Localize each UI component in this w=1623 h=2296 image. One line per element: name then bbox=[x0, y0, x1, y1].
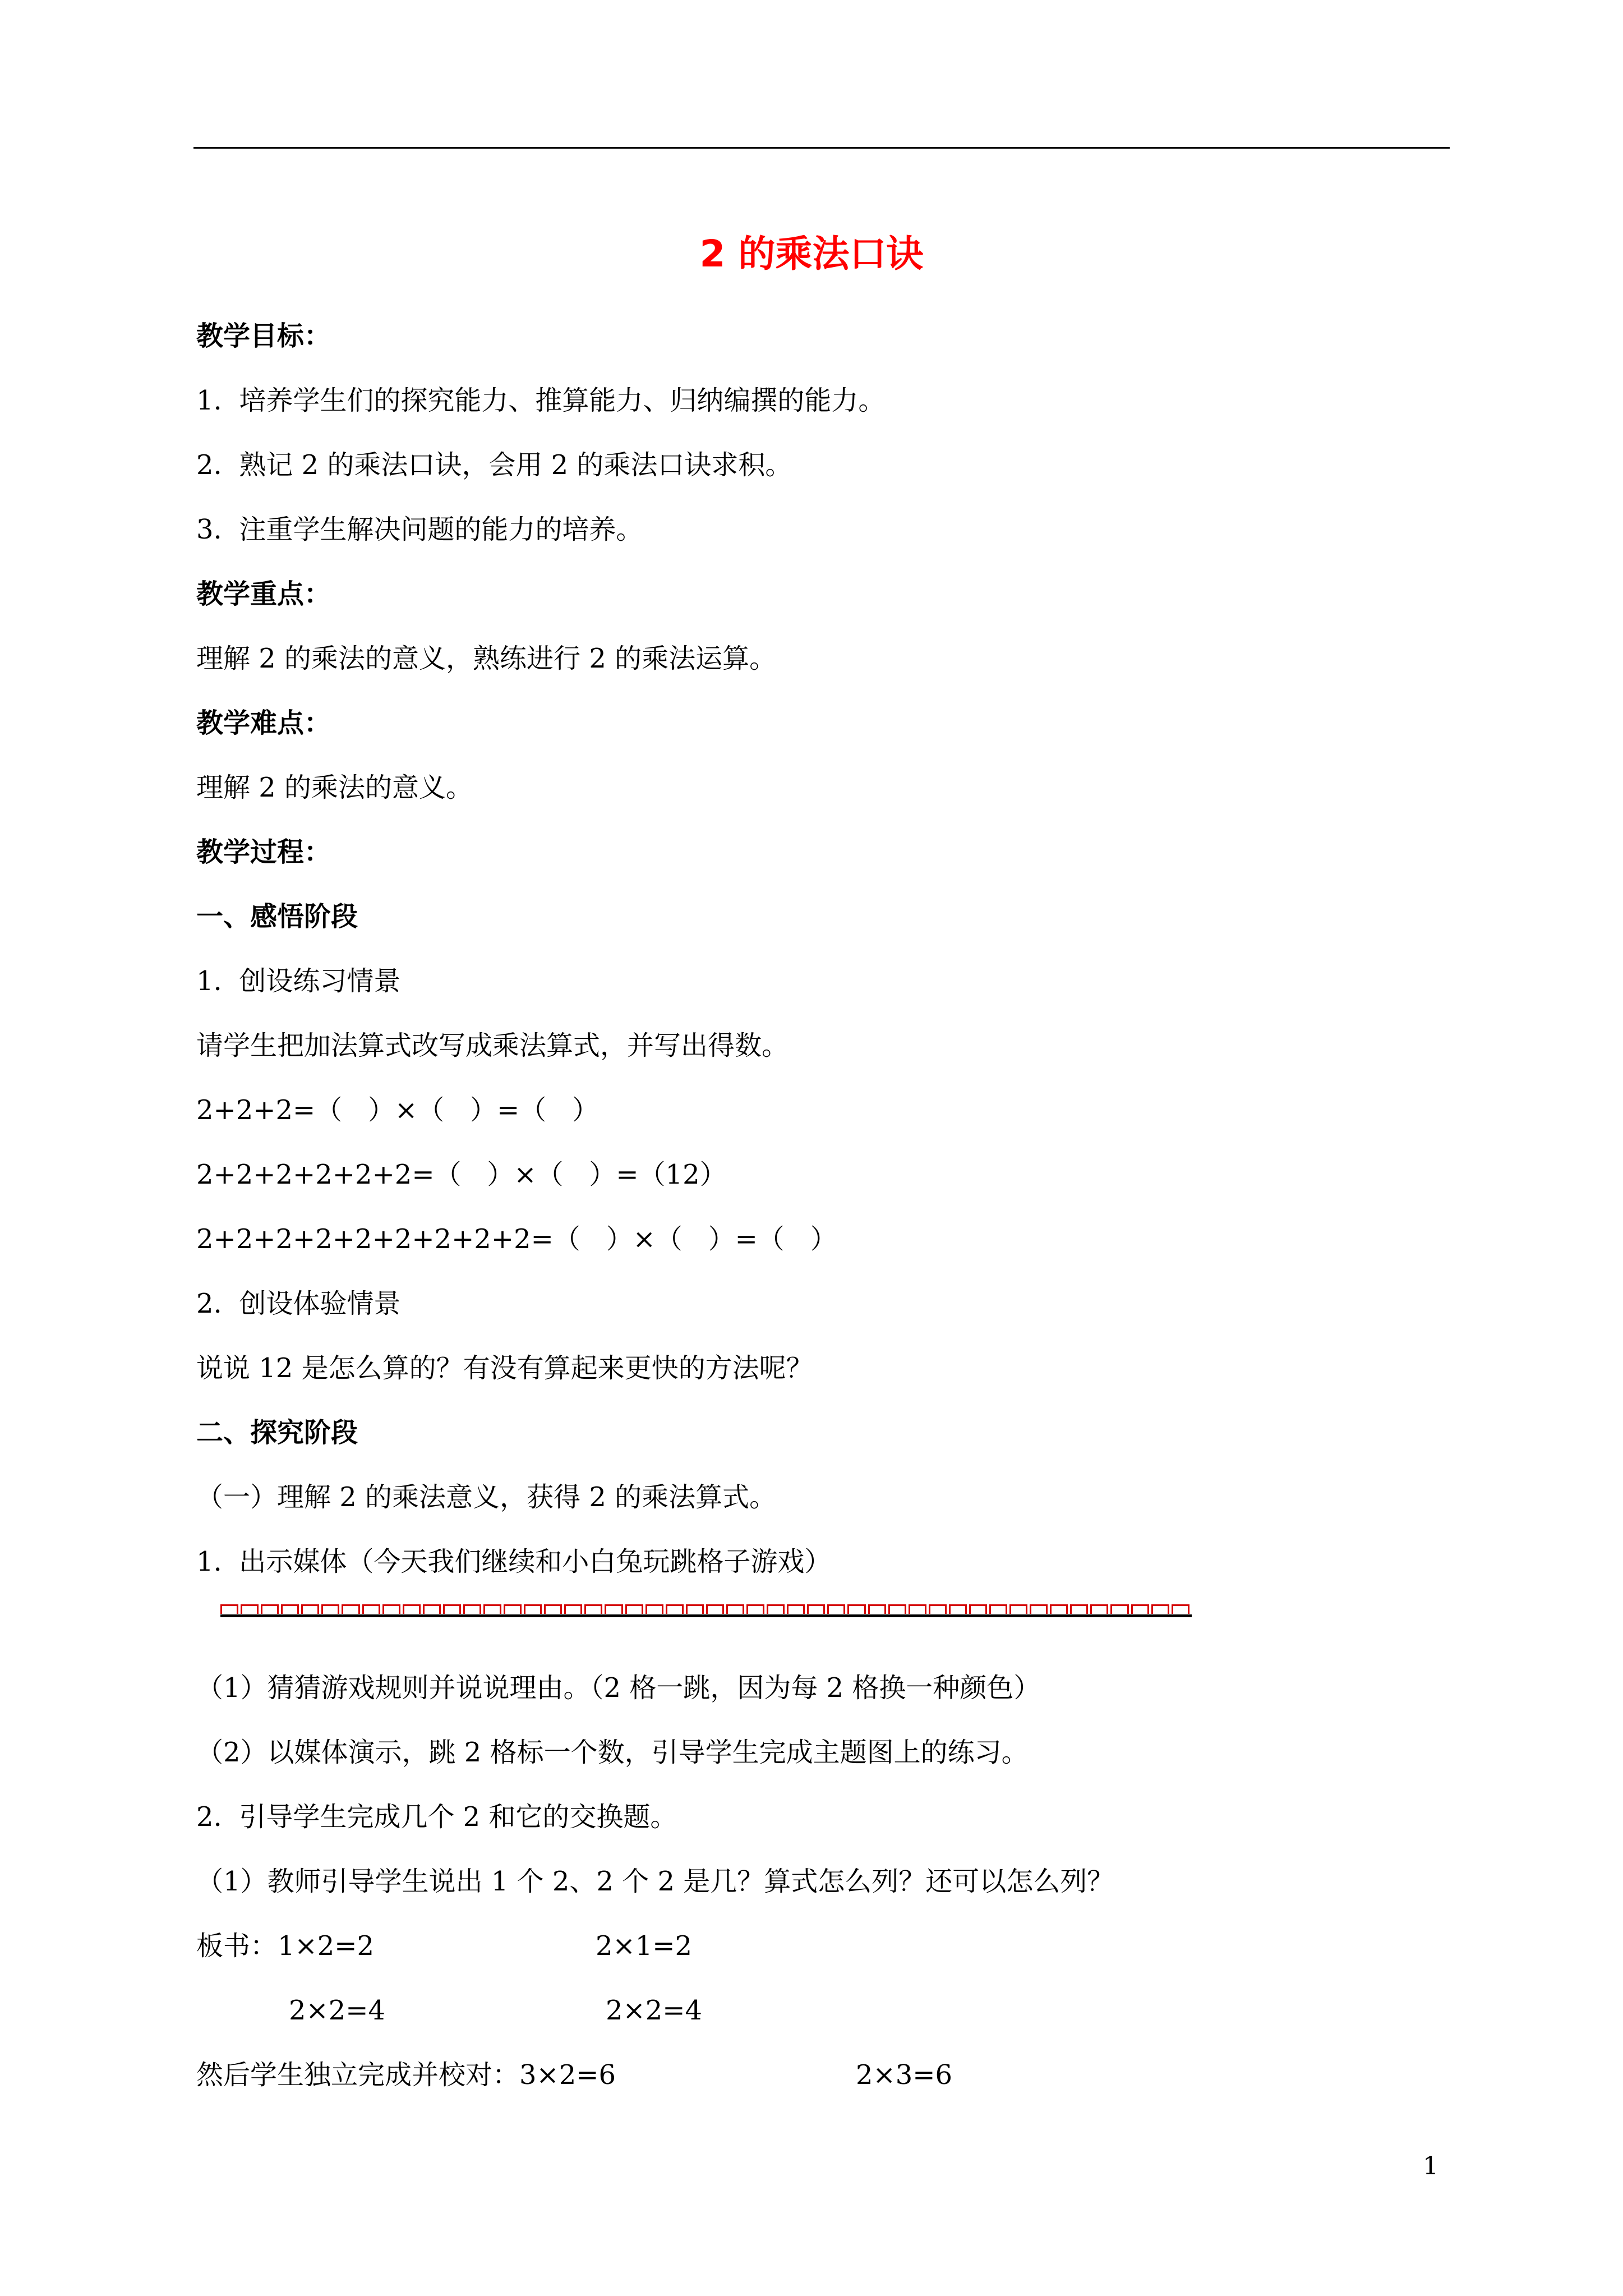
grid-cell bbox=[746, 1604, 764, 1614]
heading-objectives: 教学目标： bbox=[196, 320, 331, 352]
heading-key-points: 教学重点： bbox=[196, 578, 331, 610]
equation-3: 2+2+2+2+2+2+2+2+2=（ ）×（ ）=（ ） bbox=[196, 1223, 837, 1255]
objective-1: 1. 培养学生们的探究能力、推算能力、归纳编撰的能力。 bbox=[196, 385, 886, 416]
step-2-1: 1. 出示媒体（今天我们继续和小白兔玩跳格子游戏） bbox=[196, 1546, 832, 1577]
grid-cell bbox=[220, 1604, 238, 1614]
key-point-text: 理解 2 的乘法的意义，熟练进行 2 的乘法运算。 bbox=[196, 643, 777, 674]
section-2-heading: 二、探究阶段 bbox=[196, 1417, 358, 1448]
objective-2: 2. 熟记 2 的乘法口诀，会用 2 的乘法口诀求积。 bbox=[196, 449, 792, 481]
section-1-heading: 一、感悟阶段 bbox=[196, 901, 358, 932]
grid-cell bbox=[645, 1604, 663, 1614]
grid-cell bbox=[1151, 1604, 1169, 1614]
grid-cell bbox=[1172, 1604, 1189, 1614]
board-right-1: 2×1=2 bbox=[596, 1930, 693, 1962]
grid-cell bbox=[443, 1604, 461, 1614]
objective-3: 3. 注重学生解决问题的能力的培养。 bbox=[196, 514, 643, 545]
grid-cell bbox=[1110, 1604, 1128, 1614]
hopscotch-grid bbox=[220, 1604, 1192, 1617]
grid-cell bbox=[989, 1604, 1007, 1614]
grid-cell bbox=[362, 1604, 380, 1614]
grid-cell bbox=[827, 1604, 845, 1614]
grid-cell bbox=[847, 1604, 865, 1614]
grid-cell bbox=[524, 1604, 542, 1614]
grid-cell bbox=[463, 1604, 481, 1614]
grid-cell bbox=[1050, 1604, 1068, 1614]
grid-cell bbox=[241, 1604, 259, 1614]
grid-cell bbox=[909, 1604, 926, 1614]
heading-difficulty: 教学难点： bbox=[196, 707, 331, 739]
grid-cell bbox=[726, 1604, 744, 1614]
board-left-2: 2×2=4 bbox=[289, 1995, 386, 2026]
grid-cell bbox=[969, 1604, 987, 1614]
grid-cell bbox=[403, 1604, 421, 1614]
grid-cell bbox=[1009, 1604, 1027, 1614]
grid-cell bbox=[544, 1604, 562, 1614]
page-number: 1 bbox=[1423, 2152, 1438, 2180]
grid-cell bbox=[483, 1604, 501, 1614]
step-1-2: 2. 创设体验情景 bbox=[196, 1288, 401, 1319]
grid-cell bbox=[949, 1604, 967, 1614]
document-title: 2 的乘法口诀 bbox=[699, 232, 924, 275]
grid-cell bbox=[686, 1604, 704, 1614]
item-1: （1）猜猜游戏规则并说说理由。（2 格一跳，因为每 2 格换一种颜色） bbox=[196, 1672, 1041, 1704]
grid-cell bbox=[605, 1604, 623, 1614]
grid-cell bbox=[787, 1604, 805, 1614]
check-right: 2×3=6 bbox=[856, 2059, 953, 2091]
instruction-text: 请学生把加法算式改写成乘法算式，并写出得数。 bbox=[196, 1030, 789, 1061]
grid-cell bbox=[584, 1604, 602, 1614]
grid-cell bbox=[767, 1604, 785, 1614]
step-1-1: 1. 创设练习情景 bbox=[196, 965, 401, 997]
grid-cell bbox=[301, 1604, 319, 1614]
grid-cell bbox=[342, 1604, 359, 1614]
grid-cell bbox=[504, 1604, 522, 1614]
grid-cell bbox=[888, 1604, 906, 1614]
header-rule bbox=[193, 147, 1450, 149]
grid-cell bbox=[706, 1604, 724, 1614]
grid-cell bbox=[1070, 1604, 1088, 1614]
grid-cell bbox=[423, 1604, 441, 1614]
grid-cell bbox=[564, 1604, 582, 1614]
difficulty-text: 理解 2 的乘法的意义。 bbox=[196, 772, 473, 803]
board-left-1: 1×2=2 bbox=[278, 1930, 375, 1962]
grid-cell bbox=[1131, 1604, 1149, 1614]
grid-cell bbox=[1030, 1604, 1048, 1614]
grid-cell bbox=[929, 1604, 947, 1614]
equation-2: 2+2+2+2+2+2=（ ）×（ ）=（12） bbox=[196, 1159, 727, 1190]
heading-process: 教学过程： bbox=[196, 836, 331, 868]
grid-cell bbox=[321, 1604, 339, 1614]
board-label: 板书： bbox=[196, 1930, 278, 1962]
grid-cell bbox=[807, 1604, 825, 1614]
grid-cell bbox=[625, 1604, 643, 1614]
board-right-2: 2×2=4 bbox=[606, 1995, 703, 2026]
subsection-1: （一）理解 2 的乘法意义，获得 2 的乘法算式。 bbox=[196, 1481, 777, 1513]
grid-cell bbox=[666, 1604, 684, 1614]
item-teacher-guide: （1）教师引导学生说出 1 个 2、2 个 2 是几？算式怎么列？还可以怎么列？ bbox=[196, 1866, 1114, 1897]
grid-cell bbox=[1090, 1604, 1108, 1614]
grid-cell bbox=[868, 1604, 886, 1614]
grid-cell bbox=[261, 1604, 279, 1614]
equation-1: 2+2+2=（ ）×（ ）=（ ） bbox=[196, 1094, 600, 1126]
step-2-2: 2. 引导学生完成几个 2 和它的交换题。 bbox=[196, 1801, 677, 1833]
grid-cell bbox=[281, 1604, 299, 1614]
item-2: （2）以媒体演示，跳 2 格标一个数，引导学生完成主题图上的练习。 bbox=[196, 1737, 1029, 1768]
question-text: 说说 12 是怎么算的？有没有算起来更快的方法呢？ bbox=[196, 1352, 813, 1384]
check-text: 然后学生独立完成并校对：3×2=6 bbox=[196, 2059, 616, 2091]
grid-cell bbox=[382, 1604, 400, 1614]
